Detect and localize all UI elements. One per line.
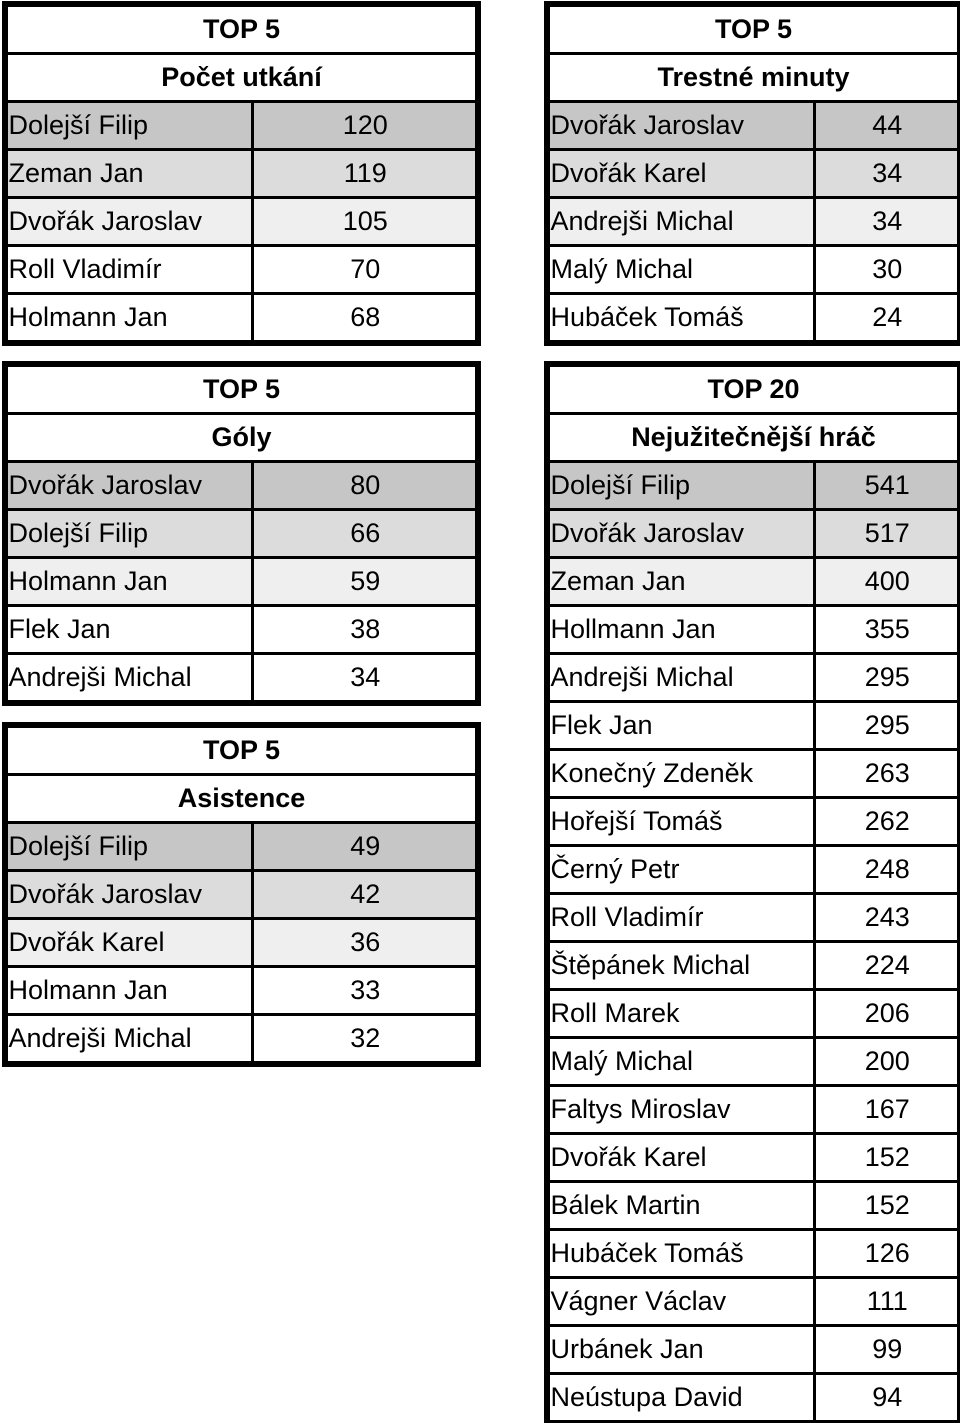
games-title: TOP 5: [7, 6, 477, 54]
table-row: [549, 798, 959, 846]
player-name: Dvořák Jaroslav: [7, 871, 253, 919]
player-value: 400: [815, 558, 959, 606]
player-value: 152: [815, 1134, 959, 1182]
player-name: Malý Michal: [549, 246, 815, 294]
player-name: Dvořák Jaroslav: [7, 462, 253, 510]
player-name: Hubáček Tomáš: [549, 294, 815, 342]
player-value: 94: [815, 1374, 959, 1422]
table-row: [7, 919, 477, 967]
player-name: Holmann Jan: [7, 558, 253, 606]
player-value: 80: [253, 462, 477, 510]
table-row: [7, 606, 477, 654]
table-row: [549, 150, 959, 198]
penalties-title: TOP 5: [549, 6, 959, 54]
assists-table: [5, 725, 478, 1064]
player-name: Urbánek Jan: [549, 1326, 815, 1374]
table-row: [7, 1015, 477, 1063]
player-name: Roll Marek: [549, 990, 815, 1038]
player-name: Zeman Jan: [549, 558, 815, 606]
player-value: 167: [815, 1086, 959, 1134]
player-value: 126: [815, 1230, 959, 1278]
table-row: [549, 1086, 959, 1134]
player-name: Dvořák Jaroslav: [549, 102, 815, 150]
player-value: 24: [815, 294, 959, 342]
table-row: [7, 102, 477, 150]
player-value: 49: [253, 823, 477, 871]
player-name: Flek Jan: [549, 702, 815, 750]
table-row: [7, 823, 477, 871]
player-name: Dolejší Filip: [549, 462, 815, 510]
player-value: 38: [253, 606, 477, 654]
player-value: 105: [253, 198, 477, 246]
player-value: 44: [815, 102, 959, 150]
player-name: Andrejši Michal: [549, 198, 815, 246]
table-row: [549, 198, 959, 246]
table-row: [549, 1230, 959, 1278]
goals-subtitle: Góly: [7, 414, 477, 462]
player-name: Andrejši Michal: [549, 654, 815, 702]
player-name: Dvořák Jaroslav: [549, 510, 815, 558]
player-value: 119: [253, 150, 477, 198]
player-name: Hubáček Tomáš: [549, 1230, 815, 1278]
player-value: 36: [253, 919, 477, 967]
table-row: [549, 606, 959, 654]
table-row: [7, 558, 477, 606]
player-value: 263: [815, 750, 959, 798]
player-value: 243: [815, 894, 959, 942]
goals-title: TOP 5: [7, 366, 477, 414]
player-value: 34: [815, 198, 959, 246]
player-value: 66: [253, 510, 477, 558]
table-row: [549, 1278, 959, 1326]
games-table: [5, 4, 478, 343]
table-row: [7, 150, 477, 198]
table-row: [549, 462, 959, 510]
player-name: Dolejší Filip: [7, 510, 253, 558]
player-value: 34: [253, 654, 477, 702]
player-name: Dvořák Karel: [7, 919, 253, 967]
table-row: [7, 871, 477, 919]
player-name: Dvořák Karel: [549, 150, 815, 198]
player-name: Andrejši Michal: [7, 1015, 253, 1063]
penalties-table: [547, 4, 960, 343]
player-value: 42: [253, 871, 477, 919]
player-value: 200: [815, 1038, 959, 1086]
table-row: [549, 846, 959, 894]
player-name: Bálek Martin: [549, 1182, 815, 1230]
player-name: Zeman Jan: [7, 150, 253, 198]
player-name: Holmann Jan: [7, 967, 253, 1015]
player-name: Neústupa David: [549, 1374, 815, 1422]
table-row: [549, 1374, 959, 1422]
player-name: Roll Vladimír: [7, 246, 253, 294]
table-row: [549, 654, 959, 702]
assists-title: TOP 5: [7, 727, 477, 775]
table-row: [7, 246, 477, 294]
player-name: Konečný Zdeněk: [549, 750, 815, 798]
player-name: Flek Jan: [7, 606, 253, 654]
table-row: [549, 894, 959, 942]
table-row: [549, 558, 959, 606]
table-row: [7, 198, 477, 246]
player-value: 99: [815, 1326, 959, 1374]
table-row: [7, 510, 477, 558]
player-name: Dvořák Jaroslav: [7, 198, 253, 246]
mvp-title: TOP 20: [549, 366, 959, 414]
table-row: [7, 294, 477, 342]
goals-table: [5, 364, 478, 703]
player-value: 33: [253, 967, 477, 1015]
player-name: Hollmann Jan: [549, 606, 815, 654]
table-row: [549, 1038, 959, 1086]
player-value: 152: [815, 1182, 959, 1230]
player-name: Hořejší Tomáš: [549, 798, 815, 846]
player-name: Andrejši Michal: [7, 654, 253, 702]
player-value: 517: [815, 510, 959, 558]
table-row: [549, 990, 959, 1038]
player-name: Štěpánek Michal: [549, 942, 815, 990]
player-value: 295: [815, 702, 959, 750]
player-value: 206: [815, 990, 959, 1038]
mvp-table: [547, 364, 960, 1423]
table-row: [549, 1182, 959, 1230]
player-value: 295: [815, 654, 959, 702]
player-name: Dolejší Filip: [7, 823, 253, 871]
player-value: 111: [815, 1278, 959, 1326]
table-row: [549, 1326, 959, 1374]
mvp-subtitle: Nejužitečnější hráč: [549, 414, 959, 462]
player-value: 248: [815, 846, 959, 894]
table-row: [549, 1134, 959, 1182]
player-name: Dvořák Karel: [549, 1134, 815, 1182]
player-name: Černý Petr: [549, 846, 815, 894]
player-name: Faltys Miroslav: [549, 1086, 815, 1134]
player-value: 34: [815, 150, 959, 198]
player-value: 262: [815, 798, 959, 846]
player-name: Roll Vladimír: [549, 894, 815, 942]
player-name: Dolejší Filip: [7, 102, 253, 150]
player-name: Holmann Jan: [7, 294, 253, 342]
table-row: [549, 294, 959, 342]
player-name: Malý Michal: [549, 1038, 815, 1086]
player-value: 70: [253, 246, 477, 294]
table-row: [7, 654, 477, 702]
table-row: [549, 510, 959, 558]
player-value: 59: [253, 558, 477, 606]
player-value: 541: [815, 462, 959, 510]
table-row: [7, 967, 477, 1015]
player-name: Vágner Václav: [549, 1278, 815, 1326]
table-row: [549, 246, 959, 294]
table-row: [549, 942, 959, 990]
player-value: 30: [815, 246, 959, 294]
table-row: [7, 462, 477, 510]
games-subtitle: Počet utkání: [7, 54, 477, 102]
table-row: [549, 702, 959, 750]
table-row: [549, 750, 959, 798]
penalties-subtitle: Trestné minuty: [549, 54, 959, 102]
assists-subtitle: Asistence: [7, 775, 477, 823]
player-value: 224: [815, 942, 959, 990]
player-value: 355: [815, 606, 959, 654]
player-value: 32: [253, 1015, 477, 1063]
player-value: 68: [253, 294, 477, 342]
player-value: 120: [253, 102, 477, 150]
table-row: [549, 102, 959, 150]
